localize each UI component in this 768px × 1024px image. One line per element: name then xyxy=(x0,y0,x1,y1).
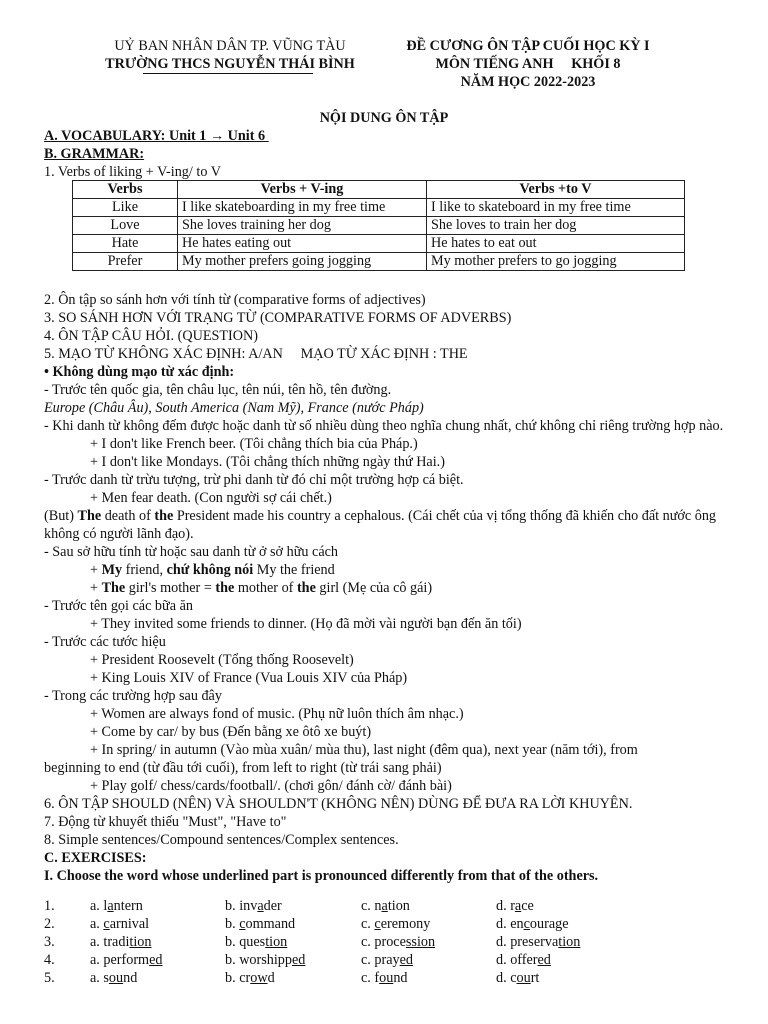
table-cell: My mother prefers to go jogging xyxy=(427,253,685,271)
table-cell: She loves to train her dog xyxy=(427,217,685,235)
text-run: girl (Mẹ của cô gái) xyxy=(315,580,433,596)
exercise-option-c: c. found xyxy=(361,970,408,986)
underlined-part: tion xyxy=(265,934,288,950)
grammar-item-3: 3. SO SÁNH HƠN VỚI TRẠNG TỪ (COMPARATIVE FORMS OF ADVERBS) xyxy=(44,310,512,326)
header-school-year: NĂM HỌC 2022-2023 xyxy=(460,74,596,90)
section-exercises: C. EXERCISES: xyxy=(44,850,147,866)
text-run: President made his country a cephalous. (Cái chết của vị tổng thống đã khiến cho đất nước ông không có người lãnh đạo). xyxy=(44,508,717,542)
underlined-part: ou xyxy=(379,970,394,986)
header-subject: MÔN TIẾNG ANH KHỐI 8 xyxy=(435,56,621,72)
exercise-instruction: I. Choose the word whose underlined part is pronounced differently from that of the others. xyxy=(44,868,599,884)
example-line: + King Louis XIV of France (Vua Louis XIV của Pháp) xyxy=(90,670,408,686)
text-run-bold: The xyxy=(101,580,126,596)
underlined-part: a xyxy=(107,898,114,914)
exercise-option-a: a. carnival xyxy=(90,916,150,932)
exercise-row xyxy=(44,933,724,951)
example-line: beginning to end (từ đầu tới cuối), from left to right (từ trái sang phải) xyxy=(44,760,442,776)
text-run: mother of xyxy=(234,580,297,596)
text-run: My the friend xyxy=(253,562,335,578)
table-row xyxy=(73,199,685,217)
rule-line: - Khi danh từ không đếm được hoặc danh từ số nhiều dùng theo nghĩa chung nhất, chứ không chỉ riêng trường hợp nào. xyxy=(44,418,724,434)
exercise-option-c: c. prayed xyxy=(361,952,414,968)
text-run-bold: the xyxy=(154,508,174,524)
table-cell: My mother prefers going jogging xyxy=(178,253,427,271)
text-run-bold: chứ không nói xyxy=(166,562,254,578)
table-cell: Love xyxy=(73,217,178,235)
table-row xyxy=(73,235,685,253)
exercise-option-d: d. race xyxy=(496,898,534,914)
text-run: death of xyxy=(101,508,155,524)
example-line xyxy=(44,561,724,579)
exercise-option-b: b. invader xyxy=(225,898,282,914)
exercise-number: 1. xyxy=(44,898,55,914)
underlined-part: ed xyxy=(149,952,163,968)
text-run-bold: the xyxy=(296,580,316,596)
text-run: + xyxy=(90,580,102,596)
exercise-row xyxy=(44,897,724,915)
exercise-option-a: a. tradition xyxy=(90,934,152,950)
table-row xyxy=(73,217,685,235)
grammar-body xyxy=(44,291,724,885)
text-run: friend, xyxy=(122,562,167,578)
underlined-part: ed xyxy=(399,952,414,968)
exercise-option-d: d. offered xyxy=(496,952,551,968)
exercise-option-b: b. question xyxy=(225,934,288,950)
verbs-table xyxy=(72,180,685,271)
exercise-option-d: d. preservation xyxy=(496,934,581,950)
rule-line: - Sau sở hữu tính từ hoặc sau danh từ ở sở hữu cách xyxy=(44,544,339,560)
example-line: + I don't like French beer. (Tôi chẳng thích bia của Pháp.) xyxy=(90,436,418,452)
underlined-part: a xyxy=(257,898,264,914)
underlined-part: c xyxy=(523,916,530,932)
exercise-list xyxy=(44,897,724,987)
underlined-part: ed xyxy=(292,952,306,968)
example-line: + Come by car/ by bus (Đến bằng xe ôtô xe buýt) xyxy=(90,724,372,740)
table-cell: I like skateboarding in my free time xyxy=(178,199,427,217)
exercise-option-c: c. procession xyxy=(361,934,436,950)
underlined-part: ou xyxy=(108,970,124,986)
grammar-item-2: 2. Ôn tập so sánh hơn với tính từ (comparative forms of adjectives) xyxy=(44,292,426,308)
underlined-part: a xyxy=(514,898,522,914)
exercise-option-b: b. crowd xyxy=(225,970,275,986)
underlined-part: ow xyxy=(250,970,268,986)
header-right xyxy=(388,37,668,91)
exercise-number: 5. xyxy=(44,970,55,986)
rule-heading: • Không dùng mạo từ xác định: xyxy=(44,364,235,380)
table-cell: He hates to eat out xyxy=(427,235,685,253)
table-cell: I like to skateboard in my free time xyxy=(427,199,685,217)
rule-line: - Trước các tước hiệu xyxy=(44,634,166,650)
table-cell: Hate xyxy=(73,235,178,253)
table-cell: He hates eating out xyxy=(178,235,427,253)
example-line: + Men fear death. (Con người sợ cái chết.) xyxy=(90,490,332,506)
exercise-option-b: b. worshipped xyxy=(225,952,306,968)
section-grammar: B. GRAMMAR: xyxy=(44,146,145,162)
exercise-row xyxy=(44,969,724,987)
header-authority: UỶ BAN NHÂN DÂN TP. VŨNG TÀU xyxy=(114,38,346,54)
exercise-row xyxy=(44,915,724,933)
exercise-number: 3. xyxy=(44,934,55,950)
section-vocabulary: A. VOCABULARY: Unit 1 → Unit 6 xyxy=(44,128,269,144)
example-line: + They invited some friends to dinner. (Họ đã mời vài người bạn đến ăn tối) xyxy=(90,616,522,632)
grammar-item-6: 6. ÔN TẬP SHOULD (NÊN) VÀ SHOULDN'T (KHÔNG NÊN) DÙNG ĐỂ ĐƯA RA LỜI KHUYÊN. xyxy=(44,796,633,812)
exercise-option-d: d. encourage xyxy=(496,916,569,932)
grammar-item-4: 4. ÔN TẬP CÂU HỎI. (QUESTION) xyxy=(44,328,258,344)
rule-line: - Trước danh từ trừu tượng, trừ phi danh từ đó chỉ một trường hợp cá biệt. xyxy=(44,472,464,488)
exercise-option-a: a. sound xyxy=(90,970,138,986)
example-line: + In spring/ in autumn (Vào mùa xuân/ mùa thu), last night (đêm qua), next year (năm tới), from xyxy=(90,742,638,758)
table-header: Verbs xyxy=(73,181,178,199)
example-line: + Women are always fond of music. (Phụ nữ luôn thích âm nhạc.) xyxy=(90,706,464,722)
exercise-row xyxy=(44,951,724,969)
header-left xyxy=(90,37,370,73)
table-cell: Like xyxy=(73,199,178,217)
text-run-bold: My xyxy=(101,562,123,578)
exercise-option-c: c. ceremony xyxy=(361,916,431,932)
underlined-part: c xyxy=(239,916,246,932)
grammar-item-1: 1. Verbs of liking + V-ing/ to V xyxy=(44,164,221,180)
exercise-option-a: a. lantern xyxy=(90,898,143,914)
underlined-part: tion xyxy=(558,934,581,950)
example-line: + Play golf/ chess/cards/football/. (chơi gôn/ đánh cờ/ đánh bài) xyxy=(90,778,452,794)
example-line: + I don't like Mondays. (Tôi chẳng thích những ngày thứ Hai.) xyxy=(90,454,445,470)
example-line: Europe (Châu Âu), South America (Nam Mỹ), France (nước Pháp) xyxy=(44,400,424,416)
exercise-number: 2. xyxy=(44,916,55,932)
example-line: + President Roosevelt (Tổng thống Roosevelt) xyxy=(90,652,354,668)
underlined-part: ed xyxy=(537,952,551,968)
table-row xyxy=(73,253,685,271)
grammar-item-8: 8. Simple sentences/Compound sentences/Complex sentences. xyxy=(44,832,399,848)
grammar-item-5: 5. MẠO TỪ KHÔNG XÁC ĐỊNH: A/AN MẠO TỪ XÁC ĐỊNH : THE xyxy=(44,346,468,362)
rule-line: - Trước tên gọi các bữa ăn xyxy=(44,598,193,614)
rule-line: - Trong các trường hợp sau đây xyxy=(44,688,222,704)
text-run: (But) xyxy=(44,508,78,524)
table-cell: Prefer xyxy=(73,253,178,271)
example-line xyxy=(44,507,724,543)
text-run: girl's mother = xyxy=(125,580,216,596)
header-school: TRƯỜNG THCS NGUYỄN THÁI BÌNH xyxy=(105,56,355,72)
page-title: NỘI DUNG ÔN TẬP xyxy=(319,110,449,126)
table-cell: She loves training her dog xyxy=(178,217,427,235)
underlined-part: c xyxy=(103,916,110,932)
header-underline xyxy=(143,73,313,74)
exercise-option-c: c. nation xyxy=(361,898,410,914)
text-run: + xyxy=(90,562,102,578)
underlined-part: ou xyxy=(516,970,531,986)
sections-ab xyxy=(44,127,724,181)
underlined-part: ssion xyxy=(405,934,436,950)
exercise-number: 4. xyxy=(44,952,55,968)
table-header: Verbs + V-ing xyxy=(178,181,427,199)
table-header: Verbs +to V xyxy=(427,181,685,199)
exercise-option-a: a. performed xyxy=(90,952,163,968)
exercise-option-b: b. command xyxy=(225,916,296,932)
text-run-bold: The xyxy=(77,508,102,524)
exercise-option-d: d. court xyxy=(496,970,540,986)
underlined-part: tion xyxy=(129,934,152,950)
header-doc-title: ĐỀ CƯƠNG ÔN TẬP CUỐI HỌC KỲ I xyxy=(406,38,650,54)
rule-line: - Trước tên quốc gia, tên châu lục, tên núi, tên hồ, tên đường. xyxy=(44,382,392,398)
text-run-bold: the xyxy=(215,580,235,596)
grammar-item-7: 7. Động từ khuyết thiếu "Must", "Have to" xyxy=(44,814,287,830)
example-line xyxy=(44,579,724,597)
table-header-row xyxy=(73,181,685,199)
underlined-part: a xyxy=(381,898,388,914)
underlined-part: c xyxy=(374,916,381,932)
